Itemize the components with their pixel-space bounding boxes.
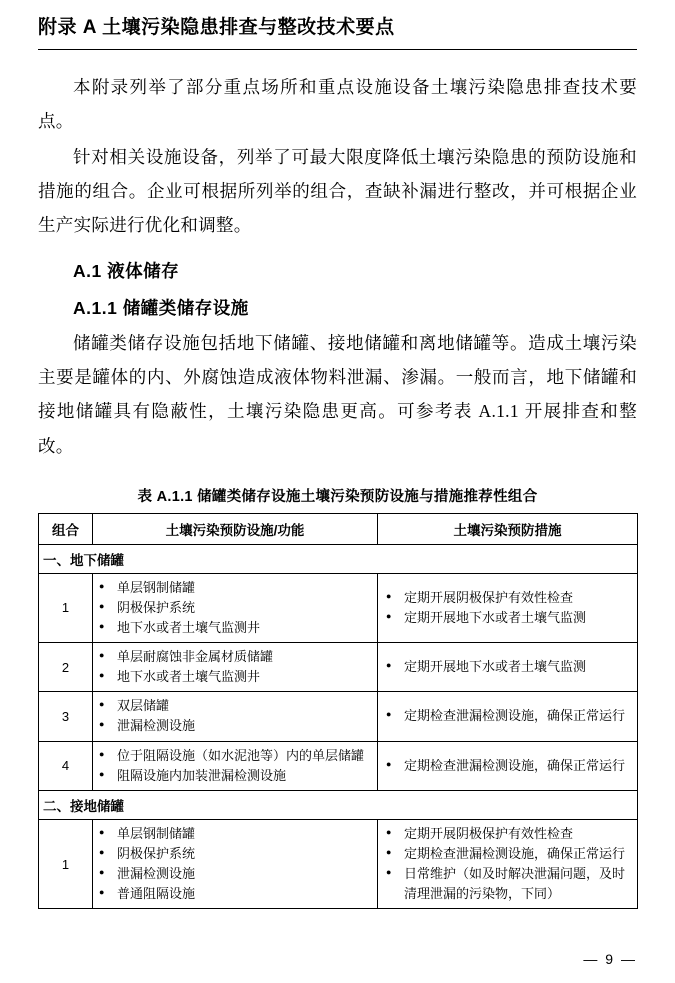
row-facilities <box>93 692 378 741</box>
list-item: ● 位于阻隔设施（如水泥池等）内的单层储罐 <box>97 746 373 766</box>
column-header-index: 组合 <box>39 513 93 544</box>
list-item: ● 泄漏检测设施 <box>97 716 373 736</box>
page-title: 附录 A 土壤污染隐患排查与整改技术要点 <box>38 17 395 38</box>
list-item: ● 阴极保护系统 <box>97 844 373 864</box>
list-item: ● 单层钢制储罐 <box>97 824 373 844</box>
intro-paragraph-2: 针对相关设施设备，列举了可最大限度降低土壤污染隐患的预防设施和措施的组合。企业可根据所列举的组合，查缺补漏进行整改，并可根据企业生产实际进行优化和调整。 <box>38 146 637 235</box>
table-row <box>39 819 638 909</box>
intro-paragraph-1: 本附录列举了部分重点场所和重点设施设备土壤污染隐患排查技术要点。 <box>38 76 637 131</box>
row-measures <box>378 819 638 909</box>
row-measures <box>378 643 638 692</box>
table-row <box>39 741 638 790</box>
list-item: ● 双层储罐 <box>97 696 373 716</box>
table-caption: 表 A.1.1 储罐类储存设施土壤污染预防设施与措施推荐性组合 <box>137 488 538 505</box>
list-item: ● 单层耐腐蚀非金属材质储罐 <box>97 647 373 667</box>
row-facilities <box>93 573 378 642</box>
row-index: 2 <box>39 643 93 692</box>
table-row <box>39 573 638 642</box>
list-item: ● 定期开展地下水或者土壤气监测 <box>382 608 633 628</box>
section-heading-a1: A.1 液体储存 <box>73 261 180 282</box>
row-index: 4 <box>39 741 93 790</box>
table-header-row <box>39 513 638 544</box>
column-header-measures: 土壤污染预防措施 <box>378 513 638 544</box>
list-item: ● 地下水或者土壤气监测井 <box>97 618 373 638</box>
row-facilities <box>93 741 378 790</box>
subsection-heading-a11: A.1.1 储罐类储存设施 <box>73 298 249 319</box>
list-item: ● 日常维护（如及时解决泄漏问题，及时清理泄漏的污染物，下同） <box>382 864 633 904</box>
list-item: ● 定期开展阴极保护有效性检查 <box>382 588 633 608</box>
row-measures <box>378 692 638 741</box>
row-index: 1 <box>39 819 93 909</box>
list-item: ● 定期开展阴极保护有效性检查 <box>382 824 633 844</box>
table-group-row <box>39 544 638 573</box>
column-header-facilities: 土壤污染预防设施/功能 <box>93 513 378 544</box>
list-item: ● 普通阻隔设施 <box>97 884 373 904</box>
list-item: ● 地下水或者土壤气监测井 <box>97 667 373 687</box>
row-index: 1 <box>39 573 93 642</box>
table-group-row <box>39 790 638 819</box>
list-item: ● 阻隔设施内加装泄漏检测设施 <box>97 766 373 786</box>
table-row <box>39 692 638 741</box>
list-item: ● 定期开展地下水或者土壤气监测 <box>382 657 633 677</box>
list-item: ● 定期检查泄漏检测设施，确保正常运行 <box>382 844 633 864</box>
list-item: ● 单层钢制储罐 <box>97 578 373 598</box>
row-facilities <box>93 819 378 909</box>
group-label: 一、地下储罐 <box>39 544 638 573</box>
page-number: — 9 — <box>583 951 637 967</box>
table-row <box>39 643 638 692</box>
row-measures <box>378 741 638 790</box>
list-item: ● 阴极保护系统 <box>97 598 373 618</box>
list-item: ● 定期检查泄漏检测设施，确保正常运行 <box>382 706 633 726</box>
combination-table <box>38 513 638 910</box>
row-index: 3 <box>39 692 93 741</box>
list-item: ● 泄漏检测设施 <box>97 864 373 884</box>
row-facilities <box>93 643 378 692</box>
list-item: ● 定期检查泄漏检测设施，确保正常运行 <box>382 756 633 776</box>
group-label: 二、接地储罐 <box>39 790 638 819</box>
row-measures <box>378 573 638 642</box>
title-divider <box>38 49 637 50</box>
subsection-paragraph: 储罐类储存设施包括地下储罐、接地储罐和离地储罐等。造成土壤污染主要是罐体的内、外腐蚀造成液体物料泄漏、渗漏。一般而言，地下储罐和接地储罐具有隐蔽性，土壤污染隐患更高。可参考表 A.1.1 开展排查和整改。 <box>38 333 637 456</box>
